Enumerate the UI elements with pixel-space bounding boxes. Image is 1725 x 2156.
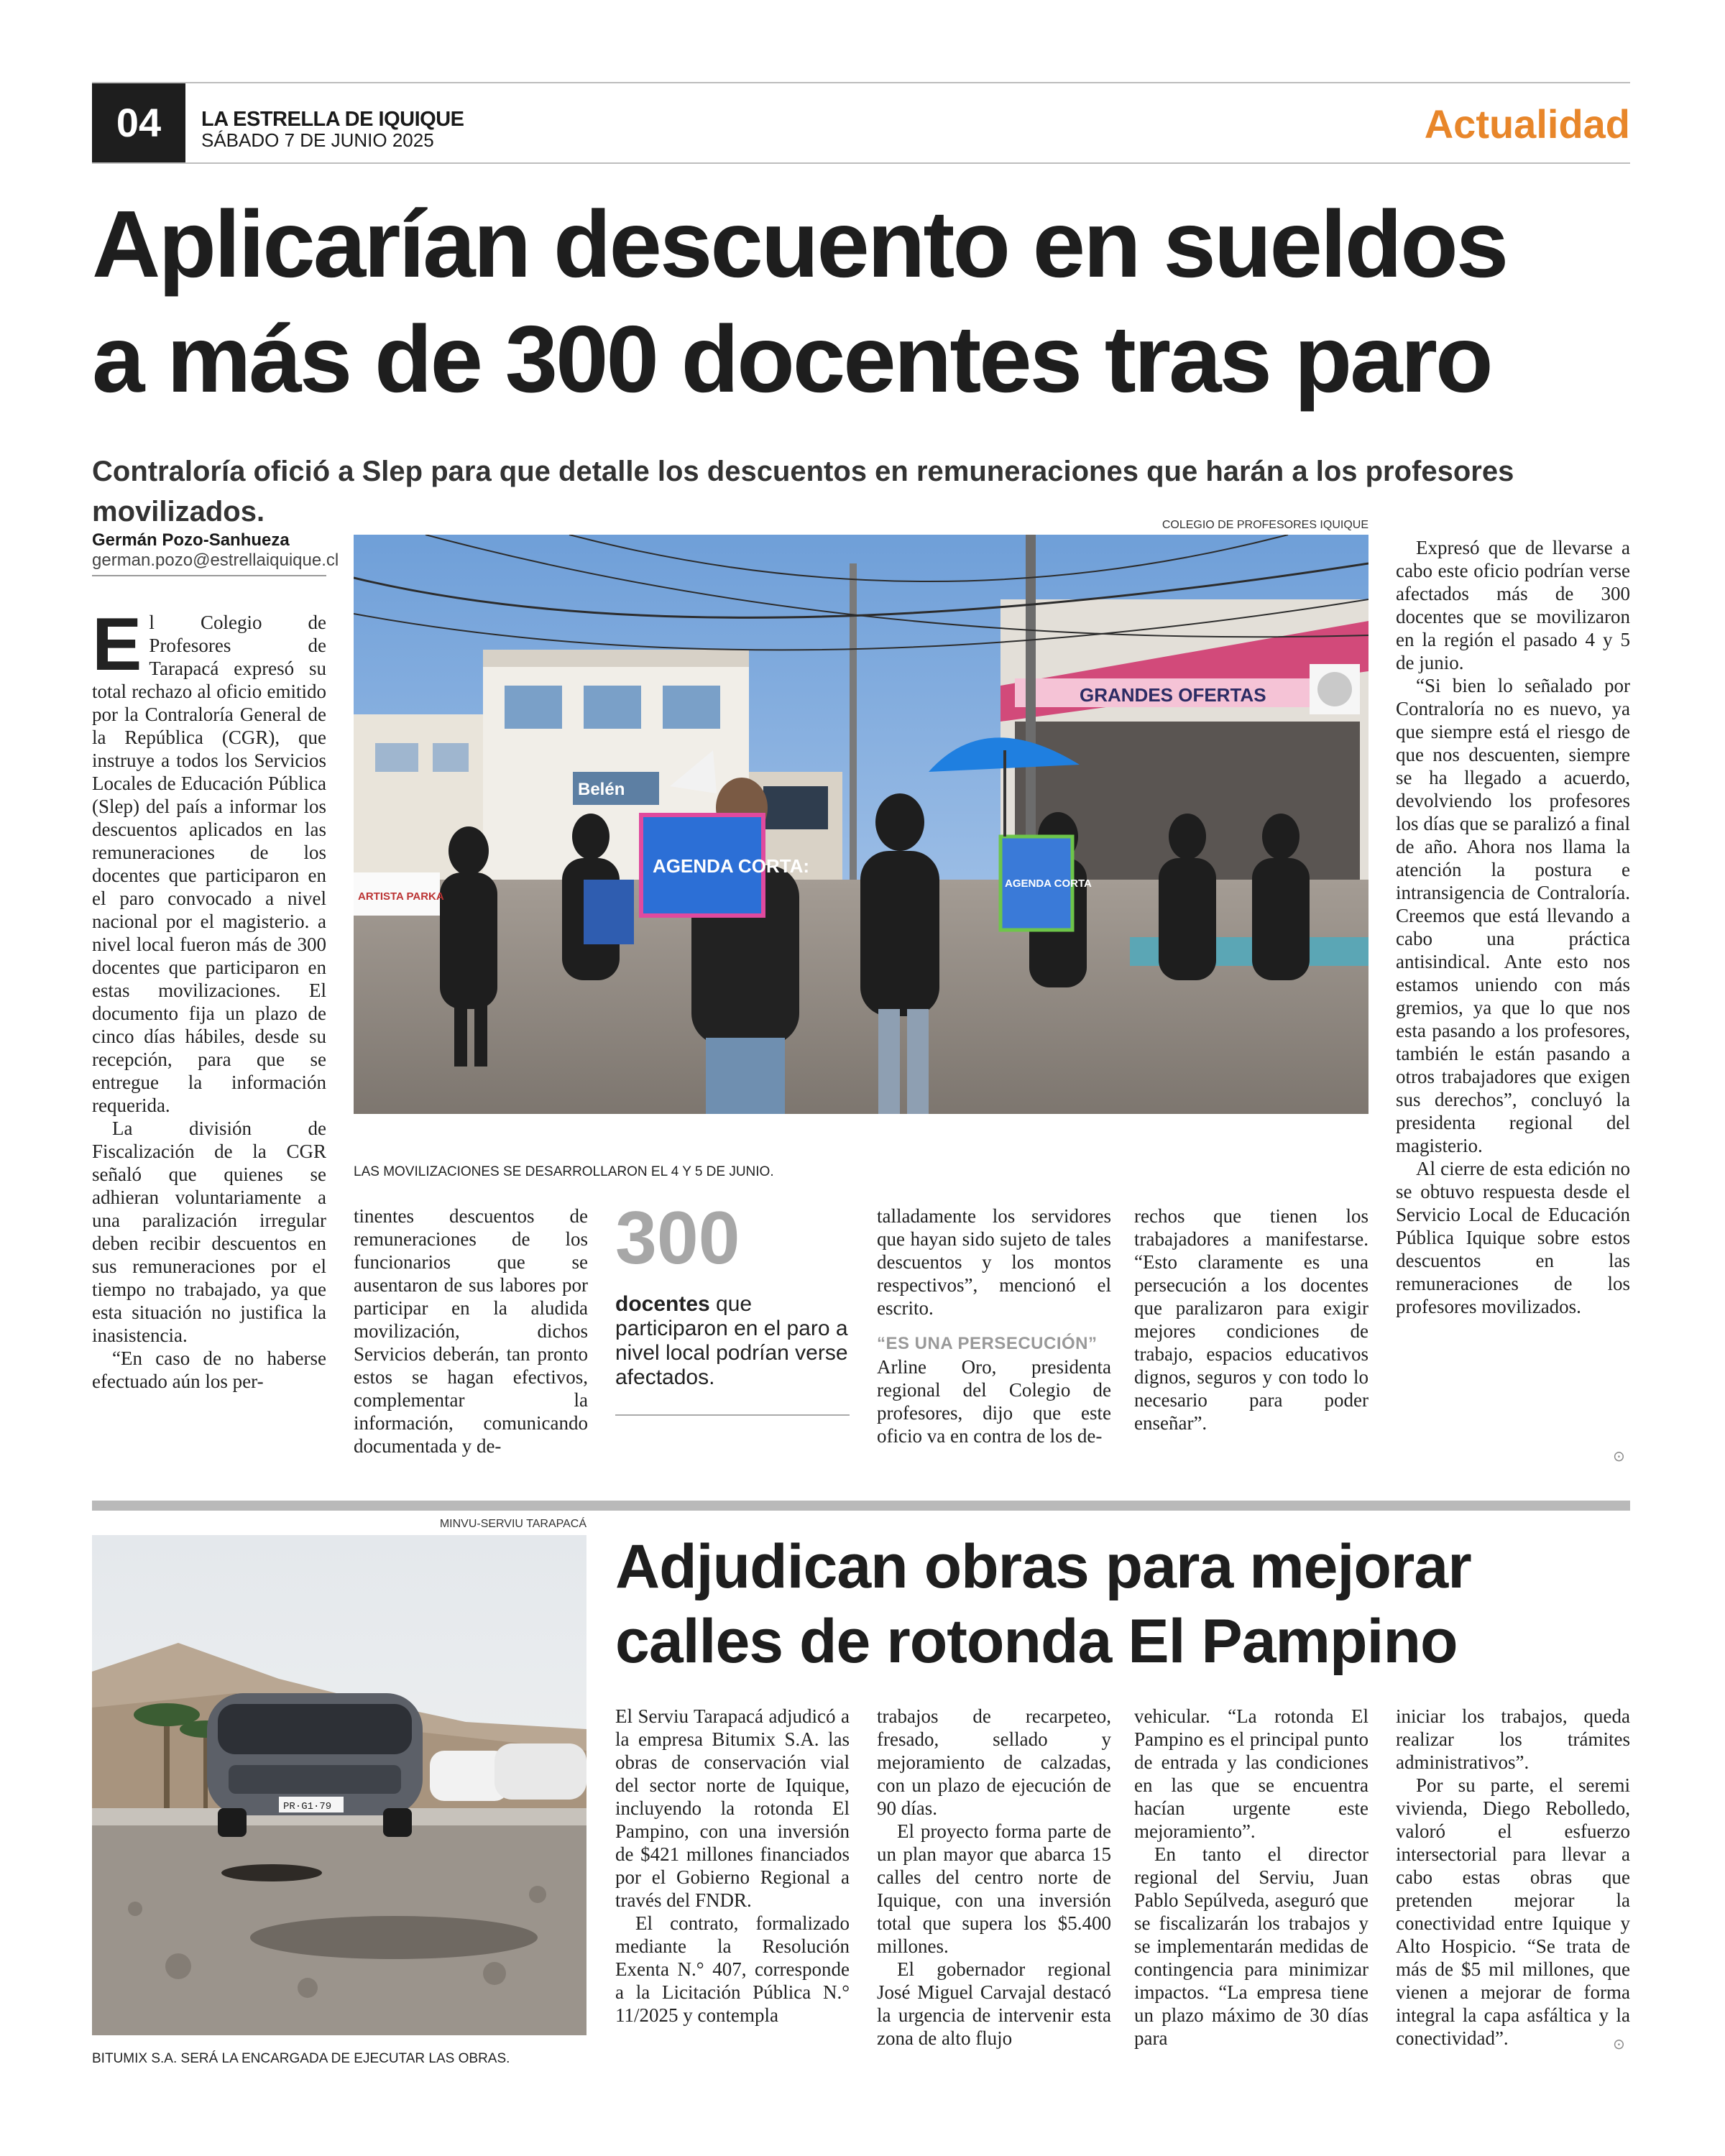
paragraph: tinentes descuentos de remuneraciones de los funcionarios que se ausentaron de sus labores por participar en la aludida movilización, dichos Servicios deberán, tan pronto estos se hagan efectivos, complementar la información, comunicando documentada y de- [354, 1205, 588, 1457]
headline-line-2: a más de 300 docentes tras paro [92, 306, 1491, 412]
license-plate: PR·G1·79 [283, 1801, 332, 1812]
headline-2-line-1: Adjudican obras para mejorar [615, 1532, 1471, 1601]
stat-text: que participaron en el paro a nivel local podrían verse afectados. [615, 1292, 848, 1389]
photo-credit: COLEGIO DE PROFESORES IQUIQUE [1162, 519, 1368, 531]
paragraph: El contrato, formalizado mediante la Resolución Exenta N.° 407, corresponde a la Licitación Pública N.° 11/2025 y contempla [615, 1912, 850, 2026]
end-of-article-circle-icon: ⊙ [1613, 1447, 1625, 1465]
article1-column-4 [1134, 1204, 1368, 1434]
paragraph: El proyecto forma parte de un plan mayor que abarca 15 calles del centro norte de Iquique, con una inversión total que supera los $5.400 millones. [877, 1820, 1111, 1957]
article1-column-3 [877, 1204, 1111, 1447]
header-rule [92, 162, 1630, 164]
article2-column-1 [615, 1705, 850, 2027]
paragraph: La división de Fiscalización de la CGR señaló que quienes se adhieran voluntariamente a una paralización irregular deben recibir descuentos en sus remuneraciones por el tiempo no trabajado, ya que esta situación no justifica la inasistencia. [92, 1118, 326, 1346]
subheadline: Contraloría ofició a Slep para que detalle los descuentos en remuneraciones que harán a los profesores movilizados. [92, 456, 1514, 528]
paper-date: SÁBADO 7 DE JUNIO 2025 [201, 129, 434, 151]
protest-sign-1: AGENDA CORTA: [653, 855, 810, 877]
store-sign-ofertas: GRANDES OFERTAS [1080, 684, 1266, 706]
headline [92, 187, 1637, 417]
paragraph: Arline Oro, presidenta regional del Colegio de profesores, dijo que este oficio va en contra de los de- [877, 1356, 1111, 1447]
road-photo [92, 1535, 586, 2035]
headline-2 [615, 1529, 1636, 1679]
paragraph: l Colegio de Profesores de Tarapacá expresó su total rechazo al oficio emitido por la Contraloría General de la República (CGR), que instruye a todos los Servicios Locales de Educación Pública (Slep) del país a informar los descuentos aplicados en las remuneraciones de los docentes que participaron en el paro convocado a nivel nacional por el magisterio. a nivel local fueron más de 300 docentes que participaron en estas movilizaciones. El documento fija un plazo de cinco días hábiles, desde su recepción, para que se entregue la información requerida. [92, 612, 326, 1116]
article1-column-5 [1396, 536, 1630, 1318]
paragraph: iniciar los trabajos, queda realizar los trámites administrativos”. [1396, 1705, 1630, 1773]
section-subtitle: “ES UNA PERSECUCIÓN” [877, 1334, 1098, 1353]
protest-march-illustration [354, 535, 1368, 1114]
paragraph: talladamente los servidores que hayan sido sujeto de tales descuentos y los montos respectivos”, mencionó el escrito. [877, 1205, 1111, 1319]
protest-sign-2: AGENDA CORTA [1005, 877, 1092, 890]
end-of-article-circle-icon-2: ⊙ [1613, 2035, 1625, 2053]
main-photo-caption: LAS MOVILIZACIONES SE DESARROLLARON EL 4 Y 5 DE JUNIO. [354, 1164, 774, 1179]
article2-column-4 [1396, 1705, 1630, 2050]
banner-text: ARTISTA PARKA [358, 890, 444, 903]
paragraph: “Si bien lo señalado por Contraloría no es nuevo, ya que siempre está el riesgo de que nos descuenten, siempre se ha llegado a acuerdo, devolviendo los profesores los días que se paralizó a final de año. Ahora nos llama la atención la postura e intransigencia de Contraloría. Creemos que está llevando a cabo una práctica antisindical. Ante esto nos estamos uniendo con más gremios, ya que lo que nos esta pasando a los profesores, también le están pasando a otros trabajadores que exigen sus derechos”, concluyó la presidenta regional del magisterio. [1396, 675, 1630, 1156]
paragraph: Expresó que de llevarse a cabo este oficio podrían verse afectados más de 300 docentes que se movilizaron en la región el pasado 4 y 5 de junio. [1396, 537, 1630, 673]
article2-column-3 [1134, 1705, 1368, 2050]
road-van-illustration [92, 1535, 586, 2035]
paragraph: En tanto el director regional del Serviu, Juan Pablo Sepúlveda, aseguró que se fiscalizarán los trabajos y se implementarán medidas de contingencia para minimizar impactos. “La empresa tiene un plazo máximo de 30 días para [1134, 1843, 1368, 2049]
photo-credit-2: MINVU-SERVIU TARAPACÁ [439, 1518, 586, 1530]
byline-email: german.pozo@estrellaiquique.cl [92, 550, 339, 570]
stat-description [615, 1292, 852, 1390]
stat-number: 300 [615, 1197, 740, 1280]
drop-cap: E [92, 603, 142, 686]
stat-bold: docentes [615, 1292, 710, 1316]
paragraph: “En caso de no haberse efectuado aún los per- [92, 1348, 326, 1392]
paragraph: rechos que tienen los trabajadores a manifestarse. “Esto claramente es una persecución a los docentes que paralizaron para exigir mejores condiciones de trabajo, espacios educativos dignos, seguros y con todo lo necesario para poder enseñar”. [1134, 1205, 1368, 1434]
paragraph: El gobernador regional José Miguel Carvajal destacó la urgencia de intervenir esta zona de alto flujo [877, 1958, 1111, 2049]
byline-rule [92, 575, 326, 576]
article2-column-2 [877, 1705, 1111, 2050]
headline-2-line-2: calles de rotonda El Pampino [615, 1607, 1458, 1676]
paragraph: Por su parte, el seremi vivienda, Diego Rebolledo, valoró el esfuerzo intersectorial para llevar a cabo estas obras que pretenden mejorar la conectividad entre Iquique y Alto Hospicio. “Se trata de más de $5 mil millones, que vienen a mejorar de forma integral la capa asfáltica y la conectividad”. [1396, 1774, 1630, 2049]
article1-column-2 [354, 1204, 588, 1457]
paragraph: trabajos de recarpeteo, fresado, sellado y mejoramiento de calzadas, con un plazo de ejecución de 90 días. [877, 1705, 1111, 1819]
article1-column-1 [92, 603, 326, 1393]
paragraph: Al cierre de esta edición no se obtuvo respuesta desde el Servicio Local de Educación Pública Iquique sobre estos descuentos en las remuneraciones de los profesores movilizados. [1396, 1158, 1630, 1317]
paper-name: LA ESTRELLA DE IQUIQUE [201, 108, 464, 131]
store-sign-belen: Belén [578, 780, 625, 799]
main-photo [354, 535, 1368, 1114]
page-number: 04 [92, 83, 185, 162]
article-divider [92, 1501, 1630, 1511]
paragraph: El Serviu Tarapacá adjudicó a la empresa Bitumix S.A. las obras de conservación vial del sector norte de Iquique, incluyendo la rotonda El Pampino, con una inversión de $421 millones financiados por el Gobierno Regional a través del FNDR. [615, 1705, 850, 1911]
byline-author: Germán Pozo-Sanhueza [92, 530, 290, 550]
section-label: Actualidad [1424, 101, 1630, 147]
headline-line-1: Aplicarían descuento en sueldos [92, 191, 1507, 297]
top-rule [92, 82, 1630, 83]
road-photo-caption: BITUMIX S.A. SERÁ LA ENCARGADA DE EJECUTAR LAS OBRAS. [92, 2051, 510, 2066]
paragraph: vehicular. “La rotonda El Pampino es el principal punto de entrada y las condiciones en las que se encuentra hacían urgente este mejoramiento”. [1134, 1705, 1368, 1842]
stat-rule [615, 1414, 850, 1416]
